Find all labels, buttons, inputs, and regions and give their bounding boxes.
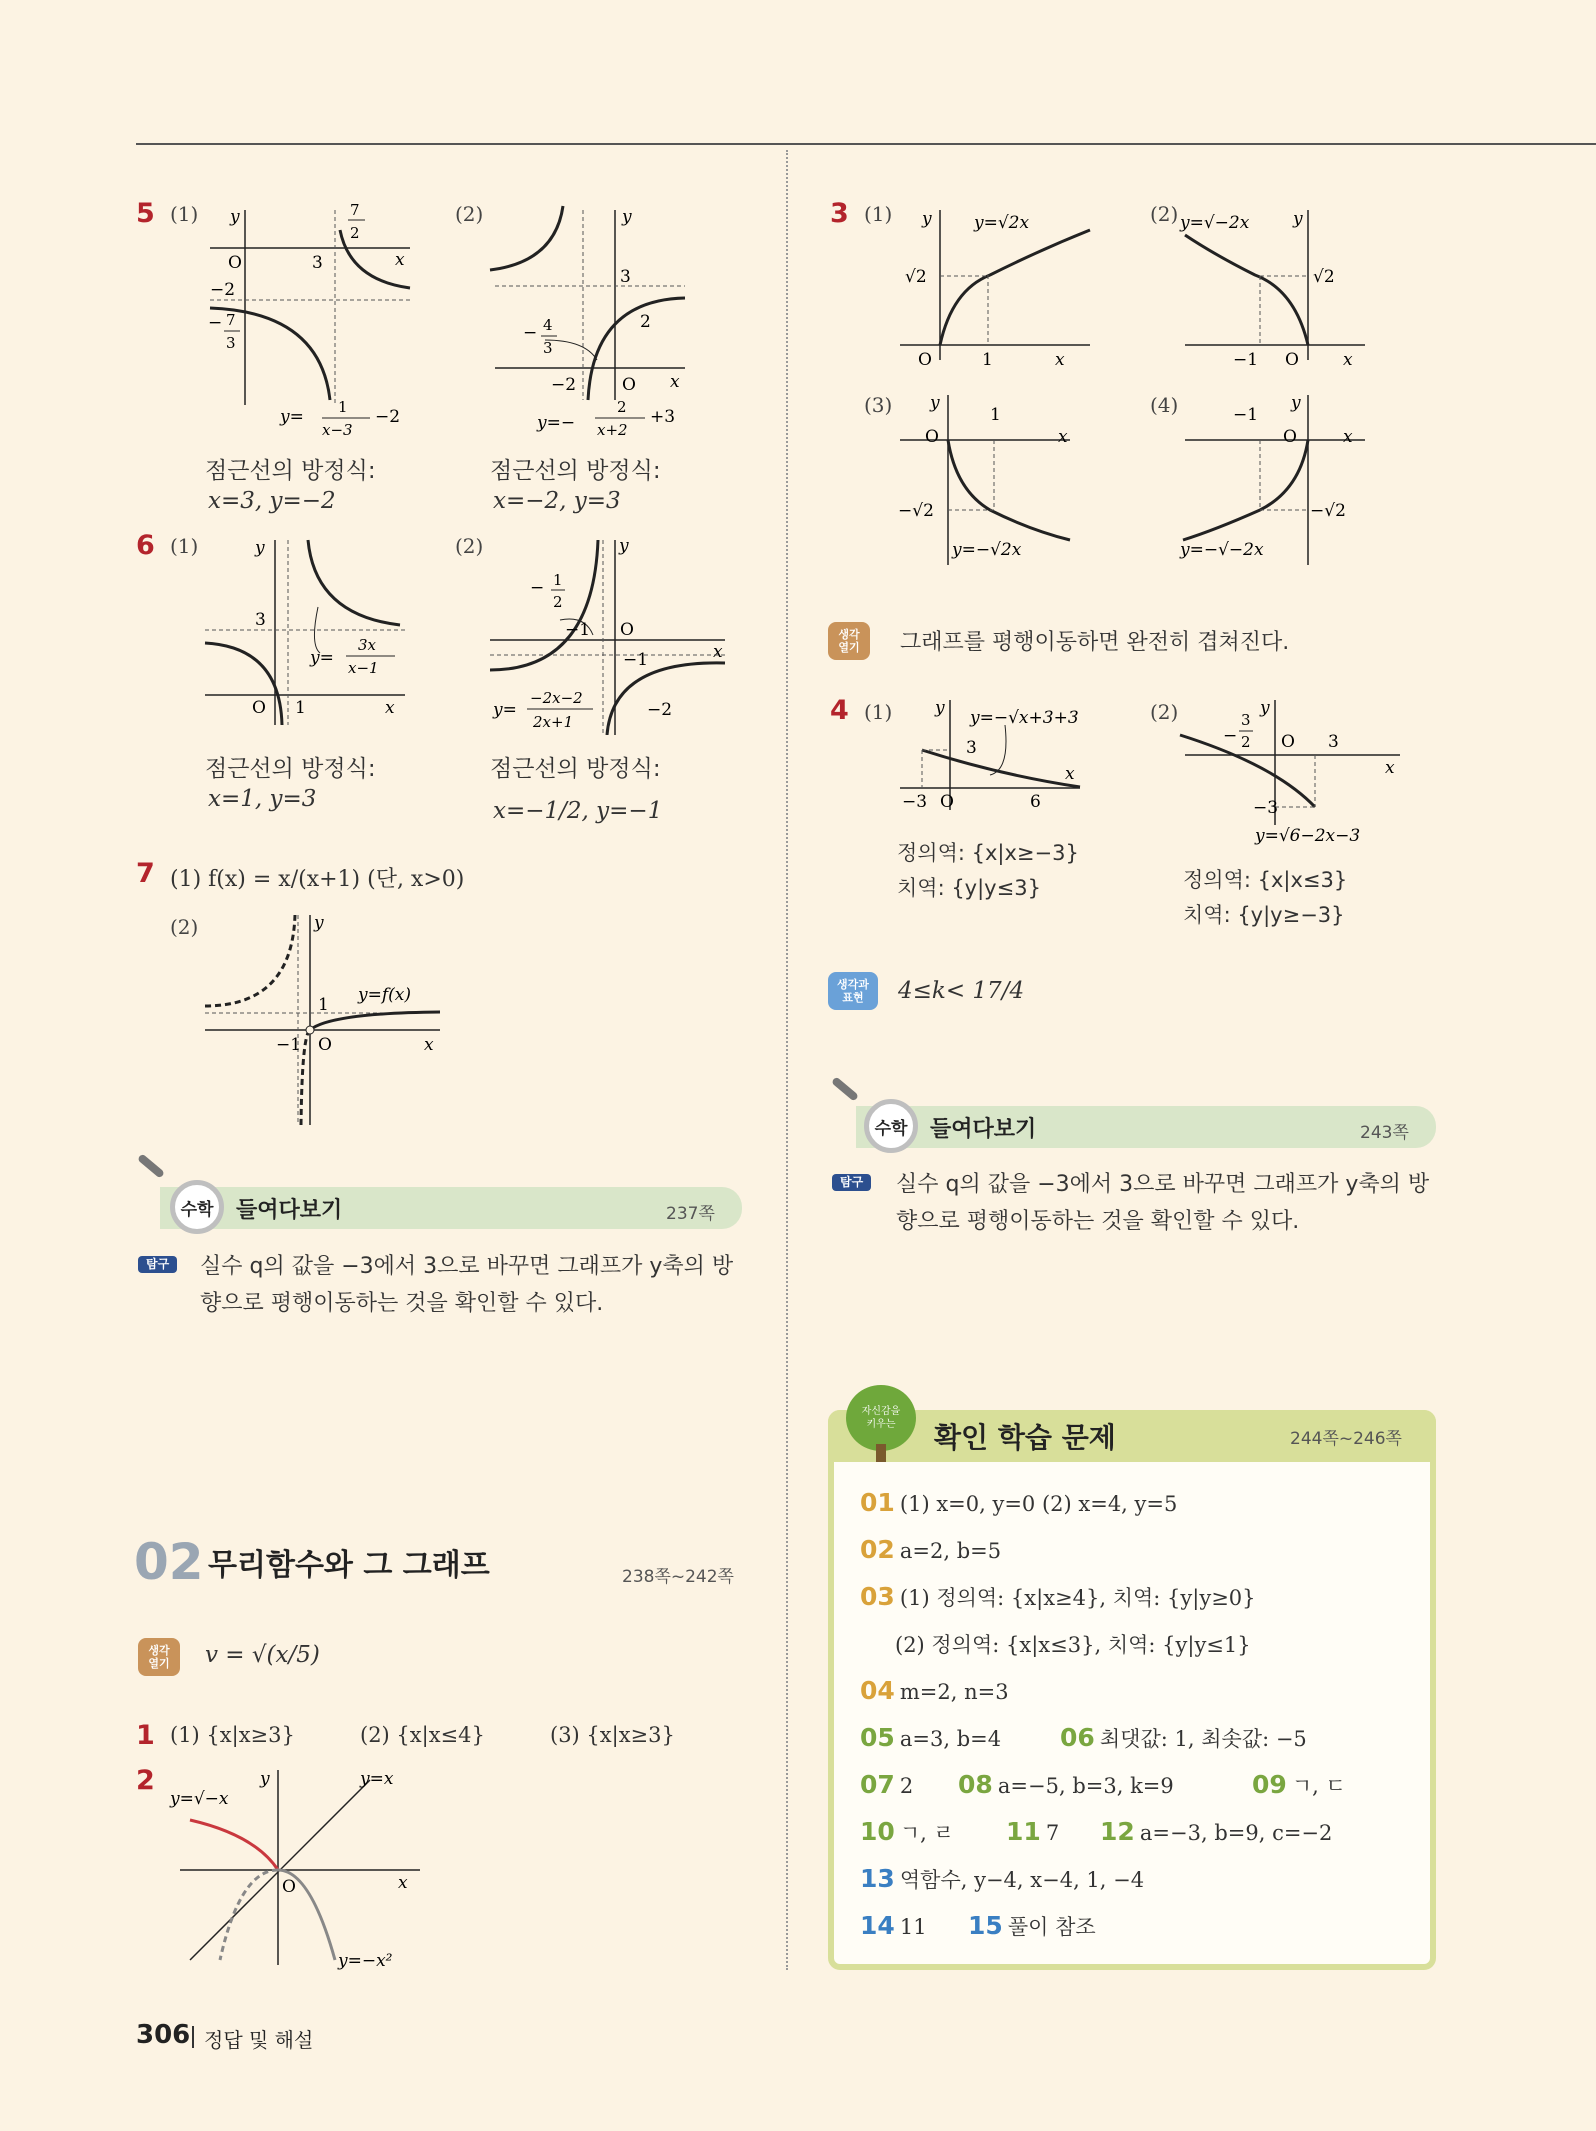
q4-graph1 [890, 695, 1130, 820]
q3-graph4 [1175, 390, 1375, 570]
svg-text:y=√−2x: y=√−2x [1180, 213, 1250, 233]
svg-text:O: O [1281, 732, 1295, 752]
review-answer: a=−5, b=3, k=9 [997, 1774, 1174, 1798]
svg-text:O: O [622, 375, 636, 395]
q6-part1-asym: x=1, y=3 [208, 786, 317, 812]
peek-circle-right: 수학 [864, 1099, 918, 1153]
review-answer: (1) x=0, y=0 (2) x=4, y=5 [899, 1492, 1178, 1516]
svg-text:2: 2 [553, 593, 563, 611]
q1-answer2: (2) {x|x≤4} [360, 1723, 485, 1747]
section-pages: 238쪽~242쪽 [622, 1567, 734, 1587]
svg-text:O: O [282, 1877, 296, 1897]
svg-text:−2: −2 [210, 280, 236, 300]
svg-text:3: 3 [312, 253, 323, 273]
svg-text:x: x [424, 1035, 434, 1055]
svg-text:−1: −1 [276, 1035, 302, 1055]
review-num: 07 [860, 1770, 895, 1799]
svg-text:y=√6−2x−3: y=√6−2x−3 [1255, 826, 1361, 845]
q5-part2-label: (2) [455, 202, 484, 226]
q6-part2-asym: x=−1/2, y=−1 [493, 798, 663, 824]
svg-text:3: 3 [1241, 711, 1251, 729]
review-num: 03 [860, 1582, 895, 1611]
q3-label4: (4) [1150, 393, 1179, 417]
svg-text:−2x−2: −2x−2 [530, 689, 583, 707]
svg-text:1: 1 [338, 398, 348, 416]
q3-label3: (3) [864, 393, 893, 417]
q6-part2-asym-title: 점근선의 방정식: [490, 756, 661, 782]
svg-text:−1: −1 [565, 620, 591, 640]
svg-text:y: y [260, 1769, 270, 1789]
svg-text:−: − [1223, 726, 1238, 746]
section-number: 02 [134, 1533, 204, 1591]
svg-text:y: y [255, 538, 265, 558]
svg-text:y: y [314, 913, 324, 933]
review-num: 11 [1006, 1817, 1041, 1846]
svg-text:y=−x²: y=−x² [338, 1951, 393, 1971]
review-item-06 [1060, 1723, 1307, 1753]
review-num: 04 [860, 1676, 895, 1705]
svg-text:2: 2 [1241, 733, 1251, 751]
svg-text:O: O [620, 620, 634, 640]
svg-text:3: 3 [255, 610, 266, 630]
svg-text:y: y [619, 536, 629, 556]
review-item-13 [860, 1864, 1144, 1894]
svg-text:2: 2 [640, 312, 651, 332]
svg-text:x: x [1055, 350, 1065, 370]
svg-text:x: x [1343, 350, 1353, 370]
svg-text:−2: −2 [647, 700, 673, 720]
peek-circle-left: 수학 [170, 1180, 224, 1234]
svg-text:1: 1 [295, 698, 306, 718]
svg-text:−1: −1 [1233, 405, 1259, 425]
svg-text:y=f(x): y=f(x) [358, 985, 411, 1005]
svg-text:−√2: −√2 [1310, 501, 1346, 521]
explore-tag-left: 탐구 [138, 1256, 177, 1273]
peek-page-left: 237쪽 [666, 1204, 715, 1224]
q1-number: 1 [136, 1720, 155, 1751]
footer-divider [192, 2026, 194, 2048]
svg-text:−: − [208, 313, 223, 333]
review-item-10 [860, 1817, 954, 1847]
svg-text:−: − [530, 578, 545, 598]
q1-answer1: (1) {x|x≥3} [170, 1723, 295, 1747]
svg-text:y=√−x: y=√−x [170, 1789, 229, 1809]
review-num: 05 [860, 1723, 895, 1752]
svg-text:2: 2 [350, 224, 360, 242]
svg-text:O: O [925, 427, 939, 447]
svg-text:y=x: y=x [360, 1769, 394, 1789]
review-item-14 [860, 1911, 927, 1940]
svg-text:1: 1 [982, 350, 993, 370]
svg-text:−3: −3 [902, 792, 928, 812]
svg-text:y: y [935, 698, 945, 718]
svg-text:O: O [1285, 350, 1299, 370]
q5-part1-asym: x=3, y=−2 [208, 488, 336, 514]
review-item-01 [860, 1488, 1177, 1517]
q4-part2-label: (2) [1150, 700, 1179, 724]
review-title: 확인 학습 문제 [934, 1421, 1116, 1454]
review-num: 14 [860, 1911, 895, 1940]
review-item-07 [860, 1770, 913, 1799]
think-express-tag: 생각과 표현 [828, 972, 878, 1010]
svg-text:y=−: y=− [537, 413, 576, 433]
q3-graph2 [1175, 200, 1375, 370]
q3-graph3 [890, 390, 1110, 570]
q6-graph1 [200, 535, 410, 735]
svg-text:x+2: x+2 [597, 421, 628, 439]
svg-text:−2: −2 [551, 375, 577, 395]
review-answer: 최댓값: 1, 최솟값: −5 [1099, 1727, 1307, 1751]
peek-title-right: 들여다보기 [930, 1117, 1037, 1142]
svg-text:O: O [228, 253, 242, 273]
review-answer: ㄱ, ㄹ [899, 1821, 954, 1845]
tree-trunk-icon [876, 1444, 886, 1462]
peek-page-right: 243쪽 [1360, 1123, 1409, 1143]
svg-text:3: 3 [226, 334, 236, 352]
svg-text:y: y [930, 393, 940, 413]
svg-text:6: 6 [1030, 792, 1041, 812]
review-item-11 [1006, 1817, 1059, 1846]
review-item-09 [1252, 1770, 1346, 1800]
q4-part2-range: 치역: {y|y≥−3} [1183, 903, 1345, 927]
svg-text:+3: +3 [650, 407, 676, 427]
column-divider [786, 150, 788, 1970]
q4-part1-domain: 정의역: {x|x≥−3} [897, 841, 1079, 865]
svg-text:−3: −3 [1253, 798, 1279, 818]
svg-text:−√2: −√2 [898, 501, 934, 521]
svg-text:y: y [622, 207, 632, 227]
think-open-text: 그래프를 평행이동하면 완전히 겹쳐진다. [900, 630, 1290, 655]
svg-text:7: 7 [350, 201, 360, 219]
review-item-03 [860, 1582, 1256, 1612]
think-open-tag-left: 생각 열기 [138, 1638, 180, 1676]
svg-text:x: x [395, 250, 405, 270]
review-item-04 [860, 1676, 1009, 1705]
svg-text:y=√2x: y=√2x [974, 213, 1030, 233]
q5-part1-label: (1) [170, 202, 199, 226]
q5-graph2 [485, 200, 695, 445]
svg-text:7: 7 [226, 311, 236, 329]
svg-text:x: x [1065, 764, 1075, 784]
q3-label2: (2) [1150, 202, 1179, 226]
svg-text:y: y [230, 207, 240, 227]
svg-text:x: x [713, 642, 723, 662]
peek-text-left: 실수 q의 값을 −3에서 3으로 바꾸면 그래프가 y축의 방향으로 평행이동하는 것을 확인할 수 있다. [200, 1254, 734, 1316]
top-rule [136, 143, 1596, 145]
review-answer: 7 [1045, 1821, 1060, 1845]
review-answer: 2 [899, 1774, 914, 1798]
svg-text:3: 3 [543, 339, 553, 357]
review-answer: m=2, n=3 [899, 1680, 1009, 1704]
review-num: 13 [860, 1864, 895, 1893]
svg-text:2x+1: 2x+1 [533, 713, 574, 731]
svg-text:1: 1 [990, 405, 1001, 425]
review-answer: 역함수, y−4, x−4, 1, −4 [899, 1868, 1145, 1892]
review-answer: a=−3, b=9, c=−2 [1139, 1821, 1333, 1845]
svg-text:x−3: x−3 [322, 421, 353, 439]
q6-part1-label: (1) [170, 534, 199, 558]
q6-graph2 [485, 535, 730, 735]
review-answer: 11 [899, 1915, 927, 1939]
think-open-tag-right: 생각 열기 [828, 622, 870, 660]
q6-part1-asym-title: 점근선의 방정식: [205, 756, 376, 782]
q4-part1-range: 치역: {y|y≤3} [897, 876, 1041, 900]
review-item-15 [968, 1911, 1096, 1941]
review-item-12 [1100, 1817, 1332, 1846]
svg-text:3x: 3x [358, 636, 377, 654]
svg-text:x: x [670, 372, 680, 392]
svg-text:−1: −1 [623, 650, 649, 670]
review-answer: a=3, b=4 [899, 1727, 1002, 1751]
q7-part1: (1) f(x) = x/(x+1) (단, x>0) [170, 867, 465, 892]
q3-graph1 [890, 200, 1110, 370]
q6-part2-label: (2) [455, 534, 484, 558]
review-num: 06 [1060, 1723, 1095, 1752]
review-num: 10 [860, 1817, 895, 1846]
magnifier-handle-right [831, 1076, 859, 1101]
svg-text:−2: −2 [375, 407, 401, 427]
q7-part2-label: (2) [170, 915, 199, 939]
svg-text:x: x [1058, 427, 1068, 447]
q4-part2-domain: 정의역: {x|x≤3} [1183, 868, 1348, 892]
review-answer: (2) 정의역: {x|x≤3}, 치역: {y|y≤1} [895, 1633, 1251, 1657]
review-num: 08 [958, 1770, 993, 1799]
review-item-03b [895, 1629, 1251, 1659]
section-formula: v = √(x/5) [205, 1642, 320, 1668]
review-num: 15 [968, 1911, 1003, 1940]
review-answer: ㄱ, ㄷ [1291, 1774, 1346, 1798]
svg-text:x−1: x−1 [348, 659, 379, 677]
svg-text:3: 3 [966, 738, 977, 758]
q6-number: 6 [136, 530, 155, 561]
review-item-02 [860, 1535, 1001, 1564]
peek-title-left: 들여다보기 [236, 1198, 343, 1223]
svg-text:2: 2 [617, 398, 627, 416]
svg-text:y=: y= [493, 700, 517, 720]
peek-text-right: 실수 q의 값을 −3에서 3으로 바꾸면 그래프가 y축의 방향으로 평행이동하는 것을 확인할 수 있다. [896, 1172, 1430, 1234]
q5-part2-asym-title: 점근선의 방정식: [490, 458, 661, 484]
svg-text:O: O [918, 350, 932, 370]
svg-text:1: 1 [318, 995, 329, 1015]
review-pages: 244쪽~246쪽 [1290, 1429, 1402, 1449]
q2-number: 2 [136, 1765, 155, 1796]
review-num: 01 [860, 1488, 895, 1517]
svg-text:y=: y= [310, 648, 334, 668]
q3-number: 3 [830, 198, 849, 229]
review-answer: 풀이 참조 [1007, 1915, 1096, 1939]
think-express-text: 4≤k< 17/4 [898, 978, 1025, 1004]
svg-text:√2: √2 [905, 267, 927, 287]
q5-part2-asym: x=−2, y=3 [493, 488, 621, 514]
svg-text:y: y [1260, 698, 1270, 718]
review-num: 12 [1100, 1817, 1135, 1846]
svg-text:O: O [1283, 427, 1297, 447]
svg-text:x: x [385, 698, 395, 718]
q1-answer3: (3) {x|x≥3} [550, 1723, 675, 1747]
magnifier-handle-left [137, 1153, 165, 1178]
svg-text:−1: −1 [1233, 350, 1259, 370]
svg-text:3: 3 [1328, 732, 1339, 752]
q5-number: 5 [136, 198, 155, 229]
q7-graph [200, 910, 450, 1130]
svg-text:3: 3 [620, 267, 631, 287]
review-answer: (1) 정의역: {x|x≥4}, 치역: {y|y≥0} [899, 1586, 1256, 1610]
svg-text:y=: y= [280, 407, 304, 427]
svg-text:O: O [318, 1035, 332, 1055]
svg-text:4: 4 [543, 316, 553, 334]
section-title: 무리함수와 그 그래프 [208, 1548, 490, 1583]
svg-text:O: O [252, 698, 266, 718]
svg-text:y: y [922, 209, 932, 229]
svg-text:x: x [398, 1873, 408, 1893]
q4-part1-label: (1) [864, 700, 893, 724]
q7-number: 7 [136, 858, 155, 889]
page-number: 306 [136, 2020, 191, 2050]
svg-text:y=−√2x: y=−√2x [952, 540, 1022, 560]
review-badge: 자신감을 키우는 [861, 1406, 901, 1430]
footer-title: 정답 및 해설 [204, 2028, 314, 2052]
q3-label1: (1) [864, 202, 893, 226]
q2-graph [160, 1760, 440, 1975]
svg-text:x: x [1343, 427, 1353, 447]
svg-text:y=−√x+3+3: y=−√x+3+3 [970, 708, 1079, 728]
svg-text:x: x [1385, 758, 1395, 778]
svg-text:−: − [523, 323, 538, 343]
review-num: 09 [1252, 1770, 1287, 1799]
q4-number: 4 [830, 695, 849, 726]
svg-text:1: 1 [553, 571, 563, 589]
svg-text:y: y [1291, 393, 1301, 413]
q5-graph1 [200, 200, 420, 440]
explore-tag-right: 탐구 [832, 1174, 871, 1191]
q4-graph2 [1175, 695, 1405, 845]
review-num: 02 [860, 1535, 895, 1564]
q5-part1-asym-title: 점근선의 방정식: [205, 458, 376, 484]
svg-text:O: O [940, 792, 954, 812]
review-item-08 [958, 1770, 1174, 1799]
svg-text:y: y [1293, 209, 1303, 229]
review-item-05 [860, 1723, 1001, 1752]
svg-text:y=−√−2x: y=−√−2x [1180, 540, 1264, 560]
review-answer: a=2, b=5 [899, 1539, 1002, 1563]
svg-text:√2: √2 [1313, 267, 1335, 287]
